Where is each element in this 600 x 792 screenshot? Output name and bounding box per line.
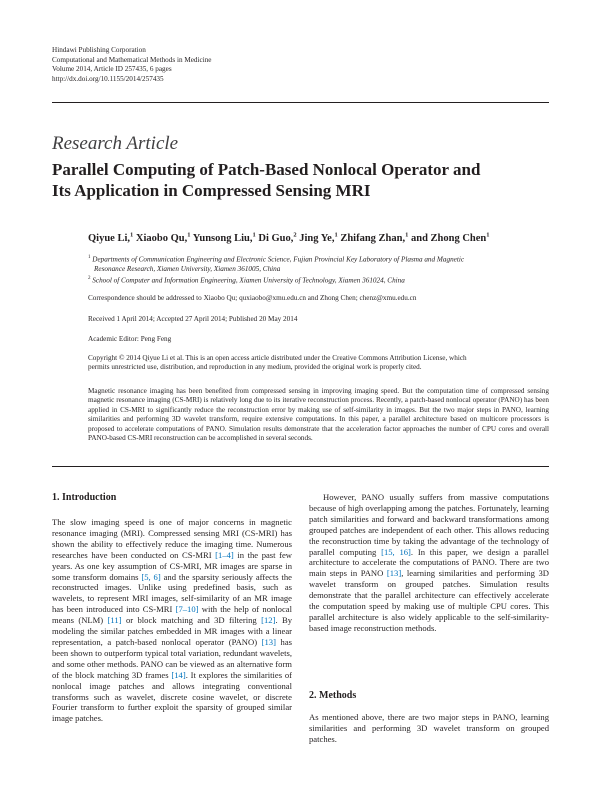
publisher: Hindawi Publishing Corporation bbox=[52, 46, 146, 54]
citation-link[interactable]: [12] bbox=[261, 615, 276, 626]
author: Xiaobo Qu,$^1$ bbox=[135, 231, 191, 244]
volume-info: Volume 2014, Article ID 257435, 6 pages bbox=[52, 65, 172, 74]
author: Yunsong Liu,$^1$ bbox=[192, 231, 256, 244]
citation-link[interactable]: [5, 6] bbox=[141, 571, 161, 582]
title-line-2: Its Application in Compressed Sensing MRI bbox=[52, 181, 371, 200]
intro-paragraph-2: However, PANO usually suffers from massive computations because of high overlapping among the patches. Fortunately, learning patch similarities and forward and backward transformations among grouped patches are independent of each other. This allows reducing the reconstruction time by taking the advantage of the technology of parallel computing [15, 16]. In this paper, we design a parallel architecture to accelerate the computations of PANO. There are two main steps in PANO [13], learning similarities and performing 3D wavelet transform on grouped patches. Simulation results demonstrate that the parallel architecture can effectively accelerate the computation speed by making use of multiple CPU cores. This parallel architecture is also widely applicable to the self-similarity-based image reconstruction methods. bbox=[309, 492, 549, 633]
citation-link[interactable]: [7–10] bbox=[175, 604, 199, 615]
author-list bbox=[88, 231, 490, 244]
article-type: Research Article bbox=[52, 133, 179, 154]
correspondence: Correspondence should be addressed to Xiaobo Qu; quxiaobo@xmu.edu.cn and Zhong Chen; chenz@xmu.edu.cn bbox=[88, 294, 417, 302]
copyright-notice: Copyright © 2014 Qiyue Li et al. This is an open access article distributed under the Creative Commons Attribution License, which permits unrestricted use, distribution, and reproduction in any medium, provided the original work is properly cited. bbox=[88, 354, 467, 372]
abstract: Magnetic resonance imaging has been benefited from compressed sensing in improving imaging speed. But the computation time of compressed sensing magnetic resonance imaging (CS-MRI) is relatively long due to its iterative reconstruction process. Recently, a patch-based nonlocal operator (PANO) has been applied in CS-MRI to significantly reduce the reconstruction error by making use of self-similarity in images. But the two major steps in PANO, learning similarities and performing 3D wavelet transform, require extensive computations. In this paper, a parallel architecture based on multicore processors is proposed to accelerate computations of PANO. Simulation results demonstrate that the acceleration factor approaches the number of CPU cores and overall PANO-based CS-MRI reconstruction can be accomplished in several seconds. bbox=[88, 387, 549, 443]
academic-editor: Academic Editor: Peng Feng bbox=[88, 335, 172, 343]
doi-link[interactable]: http://dx.doi.org/10.1155/2014/257435 bbox=[52, 74, 164, 83]
header-divider bbox=[52, 102, 549, 103]
citation-link[interactable]: [14] bbox=[171, 669, 186, 680]
affiliation-2: $^2$ School of Computer and Information Engineering, Xiamen University of Technology, Xiamen 361024, China bbox=[88, 276, 405, 285]
author: Di Guo,$^2$ bbox=[258, 231, 297, 244]
right-column bbox=[309, 492, 549, 634]
publication-dates: Received 1 April 2014; Accepted 27 April 2014; Published 20 May 2014 bbox=[88, 315, 298, 323]
left-column bbox=[52, 517, 292, 724]
section-heading-introduction: 1. Introduction bbox=[52, 492, 117, 503]
methods-paragraph: As mentioned above, there are two major steps in PANO, learning similarities and performing 3D wavelet transform on grouped patches. bbox=[309, 712, 549, 744]
author: Zhifang Zhan,$^1$ bbox=[340, 231, 409, 244]
citation-link[interactable]: [13] bbox=[261, 636, 276, 647]
title-line-1: Parallel Computing of Patch-Based Nonlocal Operator and bbox=[52, 160, 481, 179]
paper-title bbox=[52, 159, 549, 201]
citation-link[interactable]: [13] bbox=[386, 568, 402, 579]
author: Qiyue Li,$^1$ bbox=[88, 231, 134, 244]
section-heading-methods: 2. Methods bbox=[309, 690, 357, 701]
journal-name: Computational and Mathematical Methods in Medicine bbox=[52, 55, 212, 64]
citation-link[interactable]: [15, 16] bbox=[381, 546, 411, 557]
author: Jing Ye,$^1$ bbox=[299, 231, 338, 244]
citation-link[interactable]: [11] bbox=[107, 615, 122, 626]
abstract-divider bbox=[52, 466, 549, 467]
affiliation-1: $^1$ Departments of Communication Engineering and Electronic Science, Fujian Provincial Key Laboratory of Plasma and Magnetic Resonance Research, Xiamen University, Xiamen 361005, China bbox=[88, 255, 465, 273]
citation-link[interactable]: [1–4] bbox=[215, 549, 234, 560]
journal-header bbox=[52, 46, 212, 84]
intro-paragraph-1: The slow imaging speed is one of major concerns in magnetic resonance imaging (MRI). Compressed sensing MRI (CS-MRI) has shown the ability to effectively reduce the imaging time. Numerous researches have been conducted on CS-MRI [1–4] in the past few years. As one key assumption of CS-MRI, MR images are sparse in some transform domains [5, 6] and the sparsity seriously affects the reconstructed images. Unlike using predefined basis, such as wavelets, to represent MRI images, self-similarity of an MR image has been introduced into CS-MRI [7–10] with the help of nonlocal means (NLM) [11] or block matching and 3D filtering [12]. By modeling the similar patches embedded in MR images with a linear representation, a patch-based nonlocal operator (PANO) [13] has been shown to outperform typical total variation, redundant wavelets, and some other methods. PANO can be viewed as an alternative form of the block matching 3D frames [14]. It explores the similarities of nonlocal image patches and allows integrating conventional transforms such as wavelet, discrete cosine wavelet, or discrete Fourier transform to further exploit the sparsity of grouped similar image patches. bbox=[52, 517, 293, 724]
author: and Zhong Chen$^1$ bbox=[410, 231, 490, 244]
